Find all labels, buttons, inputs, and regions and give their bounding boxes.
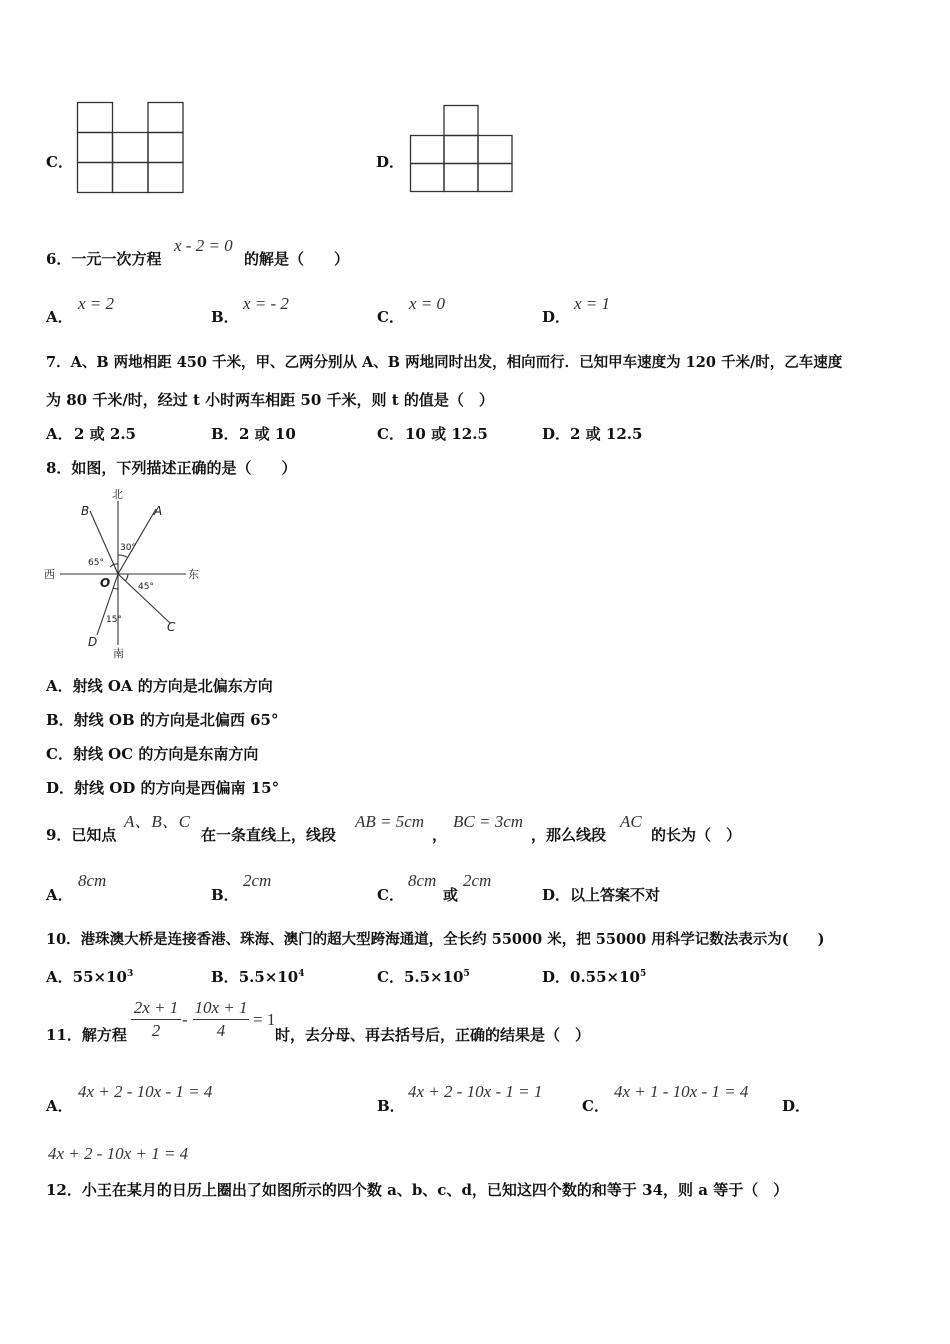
q9-option-a-label: A．	[46, 886, 73, 904]
q7-stem-line1: 7．A、B 两地相距 450 千米，甲、乙两分别从 A、B 两地同时出发，相向而行．已知甲车速度为 120 千米/时，乙车速度	[46, 354, 843, 371]
q9-option-b-value: 2cm	[243, 871, 272, 890]
q10-option-b: B．$5.5\times 10^4$	[211, 968, 305, 986]
angle-30-label: 30°	[120, 543, 136, 553]
q9-stem-suffix: 的长为（ ）	[651, 826, 742, 844]
q10-option-d: D．$0.55\times 10^5$	[542, 968, 647, 986]
q7-option-d-value: 2 或 12.5	[570, 425, 643, 443]
q6-stem-suffix: 的解是（ ）	[244, 250, 350, 268]
q7-option-c-value: 10 或 12.5	[405, 425, 488, 443]
q11-minus: -	[182, 1010, 188, 1029]
q10-option-a: A．$55\times 10^3$	[46, 968, 134, 986]
q11-option-a-label: A．	[46, 1097, 73, 1115]
north-label: 北	[112, 488, 123, 501]
q5-option-d-label: D．	[376, 153, 405, 171]
angle-45-label: 45°	[138, 582, 154, 592]
q11-option-d-value: 4x + 2 - 10x + 1 = 4	[48, 1144, 189, 1163]
q9-comma: ，	[432, 826, 448, 844]
q9-ac: AC	[620, 812, 642, 831]
q6-stem-prefix: 6．一元一次方程	[46, 250, 162, 268]
q6-option-a-value: x = 2	[78, 294, 115, 313]
q12-stem: 12．小王在某月的日历上圈出了如图所示的四个数 a、b、c、d，已知这四个数的和等于 34，则 a 等于（ ）	[46, 1181, 789, 1199]
angle-65-label: 65°	[88, 558, 104, 568]
q9-points: A、B、C	[124, 812, 191, 831]
q9-option-c-label: C．	[377, 886, 404, 904]
q11-option-c-label: C．	[582, 1097, 609, 1115]
q7-option-a-label: A．	[46, 425, 73, 443]
q7-option-d-label: D．	[542, 425, 571, 443]
q9-stem-mid2: ，那么线段	[531, 826, 607, 844]
q9-option-b-label: B．	[211, 886, 239, 904]
q11-fraction-2: 10x + 1 4	[194, 998, 248, 1040]
q6-option-b-label: B．	[211, 308, 239, 326]
q8-stem: 8．如图，下列描述正确的是（ ）	[46, 459, 297, 477]
q8-option-b: B．射线 OB 的方向是北偏西 65°	[46, 711, 279, 729]
q6-option-d-label: D．	[542, 308, 571, 326]
q9-stem-prefix: 9．已知点	[46, 826, 117, 844]
q11-option-b-value: 4x + 2 - 10x - 1 = 1	[408, 1082, 543, 1101]
q11-option-c-value: 4x + 1 - 10x - 1 = 4	[614, 1082, 749, 1101]
q11-rhs: = 1	[253, 1010, 276, 1029]
q6-option-c-label: C．	[377, 308, 404, 326]
q7-stem-line2: 为 80 千米/时，经过 t 小时两车相距 50 千米，则 t 的值是（ ）	[46, 391, 494, 409]
q11-option-d-label: D．	[782, 1097, 811, 1115]
q6-option-a-label: A．	[46, 308, 73, 326]
q5-option-c-figure	[76, 101, 186, 195]
angle-15-label: 15°	[106, 615, 122, 625]
q6-equation: x - 2 = 0	[174, 236, 233, 255]
q9-option-c-or: 或	[443, 886, 459, 904]
point-b-label: B	[81, 504, 90, 518]
q9-option-c-value1: 8cm	[408, 871, 437, 890]
q9-bc-length: BC = 3cm	[453, 812, 524, 831]
q6-option-c-value: x = 0	[409, 294, 446, 313]
q10-option-c: C．$5.5\times 10^5$	[377, 968, 470, 986]
q8-option-c: C．射线 OC 的方向是东南方向	[46, 745, 259, 763]
q11-option-b-label: B．	[377, 1097, 405, 1115]
q7-option-b-label: B．	[211, 425, 239, 443]
q8-compass-figure	[40, 485, 205, 661]
q11-fraction-1: 2x + 1 2	[131, 998, 181, 1041]
south-label: 南	[113, 647, 124, 660]
point-o-label: O	[100, 576, 111, 590]
q5-option-d-figure	[409, 104, 515, 194]
q9-option-d: D．以上答案不对	[542, 886, 661, 904]
q7-option-b-value: 2 或 10	[239, 425, 296, 443]
q9-option-c-value2: 2cm	[463, 871, 492, 890]
q9-ab-length: AB = 5cm	[355, 812, 425, 831]
q7-option-c-label: C．	[377, 425, 404, 443]
q11-stem-suffix: 时，去分母、再去括号后，正确的结果是（ ）	[275, 1026, 591, 1044]
q6-option-d-value: x = 1	[574, 294, 611, 313]
point-a-label: A	[154, 504, 163, 518]
east-label: 东	[188, 568, 199, 581]
q11-option-a-value: 4x + 2 - 10x - 1 = 4	[78, 1082, 213, 1101]
q8-option-a: A．射线 OA 的方向是北偏东方向	[46, 677, 273, 695]
q10-stem: 10．港珠澳大桥是连接香港、珠海、澳门的超大型跨海通道，全长约 55000 米，把 55000 用科学记数法表示为( )	[46, 931, 825, 948]
q9-option-a-value: 8cm	[78, 871, 107, 890]
point-c-label: C	[167, 620, 176, 634]
q5-option-c-label: C．	[46, 153, 73, 171]
q7-option-a-value: 2 或 2.5	[74, 425, 136, 443]
q9-stem-mid1: 在一条直线上，线段	[201, 826, 337, 844]
q6-option-b-value: x = - 2	[243, 294, 289, 313]
q11-stem-prefix: 11．解方程	[46, 1026, 127, 1044]
west-label: 西	[44, 568, 55, 581]
q8-option-d: D．射线 OD 的方向是西偏南 15°	[46, 779, 280, 797]
point-d-label: D	[88, 635, 98, 649]
